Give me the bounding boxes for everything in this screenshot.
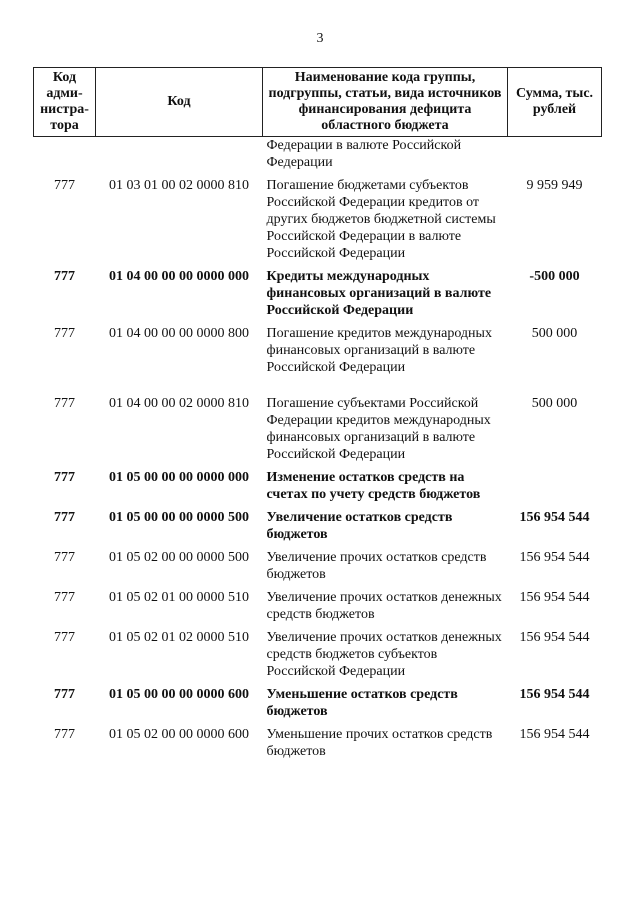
- row-sum: 156 954 544: [519, 687, 590, 702]
- table-header-row: [34, 68, 602, 137]
- row-sum: 500 000: [531, 326, 578, 341]
- table-row: [34, 262, 602, 319]
- row-admin: 777: [54, 396, 75, 411]
- row-sum: -500 000: [529, 269, 580, 284]
- table-row: [34, 720, 602, 760]
- table-row: [34, 319, 602, 376]
- row-name: Увеличение прочих остатков денежных средств бюджетов: [266, 590, 502, 622]
- table-row: [34, 463, 602, 503]
- row-code: 01 05 00 00 00 0000 500: [109, 510, 249, 525]
- header-code: Код: [96, 68, 263, 137]
- row-admin: 777: [54, 727, 75, 742]
- header-admin-code: Код адми-нистра-тора: [34, 68, 96, 137]
- row-code: 01 05 02 01 02 0000 510: [109, 630, 249, 645]
- table-row: [34, 376, 602, 463]
- row-admin: 777: [54, 590, 75, 605]
- row-sum: 9 959 949: [526, 178, 583, 193]
- row-sum: 156 954 544: [519, 510, 590, 525]
- continuation-text: Федерации в валюте Российской Федерации: [266, 138, 462, 170]
- header-name: Наименование кода группы, подгруппы, статьи, вида источников финансирования дефицита областного бюджета: [263, 68, 508, 137]
- row-code: 01 04 00 00 02 0000 810: [109, 396, 249, 411]
- row-code: 01 05 02 00 00 0000 500: [109, 550, 249, 565]
- table-row: [34, 171, 602, 262]
- row-sum: 500 000: [531, 396, 578, 411]
- sources-table: [33, 67, 602, 760]
- page-number: 3: [316, 31, 324, 46]
- row-code: 01 04 00 00 00 0000 800: [109, 326, 249, 341]
- row-sum: 156 954 544: [519, 550, 590, 565]
- table-row: [34, 680, 602, 720]
- row-sum: 156 954 544: [519, 727, 590, 742]
- row-admin: 777: [54, 269, 75, 284]
- row-code: 01 05 02 01 00 0000 510: [109, 590, 249, 605]
- table-row: [34, 623, 602, 680]
- row-admin: 777: [54, 687, 75, 702]
- row-admin: 777: [54, 470, 75, 485]
- row-code: 01 05 00 00 00 0000 000: [109, 470, 249, 485]
- row-name: Увеличение прочих остатков средств бюджетов: [266, 550, 487, 582]
- row-admin: 777: [54, 630, 75, 645]
- row-admin: 777: [54, 178, 75, 193]
- row-name: Уменьшение прочих остатков средств бюджетов: [266, 727, 493, 759]
- table-row: [34, 503, 602, 543]
- row-admin: 777: [54, 510, 75, 525]
- row-code: 01 05 00 00 00 0000 600: [109, 687, 249, 702]
- row-name: Погашение бюджетами субъектов Российской Федерации кредитов от других бюджетов бюджетной системы Российской Федерации в валюте Российской Федерации: [266, 178, 496, 261]
- row-sum: 156 954 544: [519, 630, 590, 645]
- table-row: [34, 583, 602, 623]
- row-name: Кредиты международных финансовых организаций в валюте Российской Федерации: [266, 269, 492, 318]
- row-admin: 777: [54, 550, 75, 565]
- row-code: 01 04 00 00 00 0000 000: [109, 269, 249, 284]
- row-code: 01 03 01 00 02 0000 810: [109, 178, 249, 193]
- row-name: Погашение кредитов международных финансовых организаций в валюте Российской Федерации: [266, 326, 492, 375]
- row-sum: [508, 463, 602, 503]
- row-name: Уменьшение остатков средств бюджетов: [266, 687, 458, 719]
- row-code: 01 05 02 00 00 0000 600: [109, 727, 249, 742]
- header-sum: Сумма, тыс. рублей: [508, 68, 602, 137]
- row-admin: 777: [54, 326, 75, 341]
- row-name: Увеличение прочих остатков денежных средств бюджетов субъектов Российской Федерации: [266, 630, 502, 679]
- table-row: [34, 543, 602, 583]
- row-name: Увеличение остатков средств бюджетов: [266, 510, 453, 542]
- row-sum: 156 954 544: [519, 590, 590, 605]
- continuation-row: [34, 137, 602, 172]
- row-name: Погашение субъектами Российской Федерации кредитов международных финансовых организаций в валюте Российской Федерации: [266, 396, 491, 462]
- row-name: Изменение остатков средств на счетах по учету средств бюджетов: [266, 470, 481, 502]
